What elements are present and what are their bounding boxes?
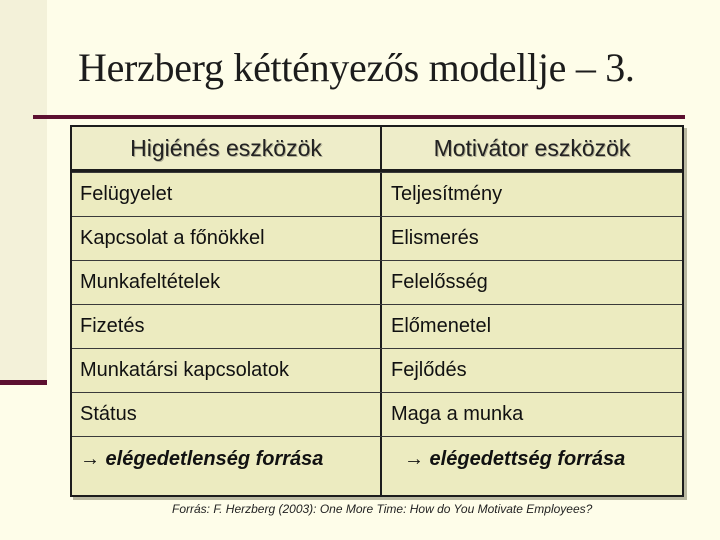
source-citation: Forrás: F. Herzberg (2003): One More Time: How do You Motivate Employees? — [172, 502, 593, 516]
motivator-factor-cell: Felelősség — [380, 261, 682, 304]
dissatisfaction-source-label: → elégedetlenség forrása — [80, 448, 324, 470]
satisfaction-source-label: → elégedettség forrása — [380, 437, 682, 497]
motivator-factor-cell: Előmenetel — [380, 305, 682, 348]
hygiene-factor-cell: Fizetés — [80, 315, 145, 337]
slide-title: Herzberg kéttényezős modellje – 3. — [78, 45, 635, 90]
side-accent-bar — [0, 380, 47, 385]
motivator-factor-cell: Fejlődés — [380, 349, 682, 392]
hygiene-factor-cell: Felügyelet — [80, 183, 173, 205]
header-hygiene-factors: Higiénés eszközök — [130, 134, 322, 161]
table-footer-row — [72, 436, 682, 497]
table-row — [72, 392, 682, 436]
factors-table — [70, 125, 684, 497]
side-band-decoration — [0, 0, 47, 384]
motivator-factor-cell: Teljesítmény — [380, 173, 682, 216]
hygiene-factor-cell: Munkatársi kapcsolatok — [80, 359, 289, 381]
table-row — [72, 216, 682, 260]
table-row — [72, 172, 682, 216]
table-header-row — [72, 127, 682, 172]
motivator-factor-cell: Elismerés — [380, 217, 682, 260]
hygiene-factor-cell: Munkafeltételek — [80, 271, 221, 293]
hygiene-factor-cell: Státus — [80, 403, 137, 425]
table-row — [72, 348, 682, 392]
table-row — [72, 260, 682, 304]
title-underline — [33, 115, 685, 119]
header-motivator-factors: Motivátor eszközök — [380, 127, 682, 169]
hygiene-factor-cell: Kapcsolat a főnökkel — [80, 227, 265, 249]
motivator-factor-cell: Maga a munka — [380, 393, 682, 436]
table-row — [72, 304, 682, 348]
